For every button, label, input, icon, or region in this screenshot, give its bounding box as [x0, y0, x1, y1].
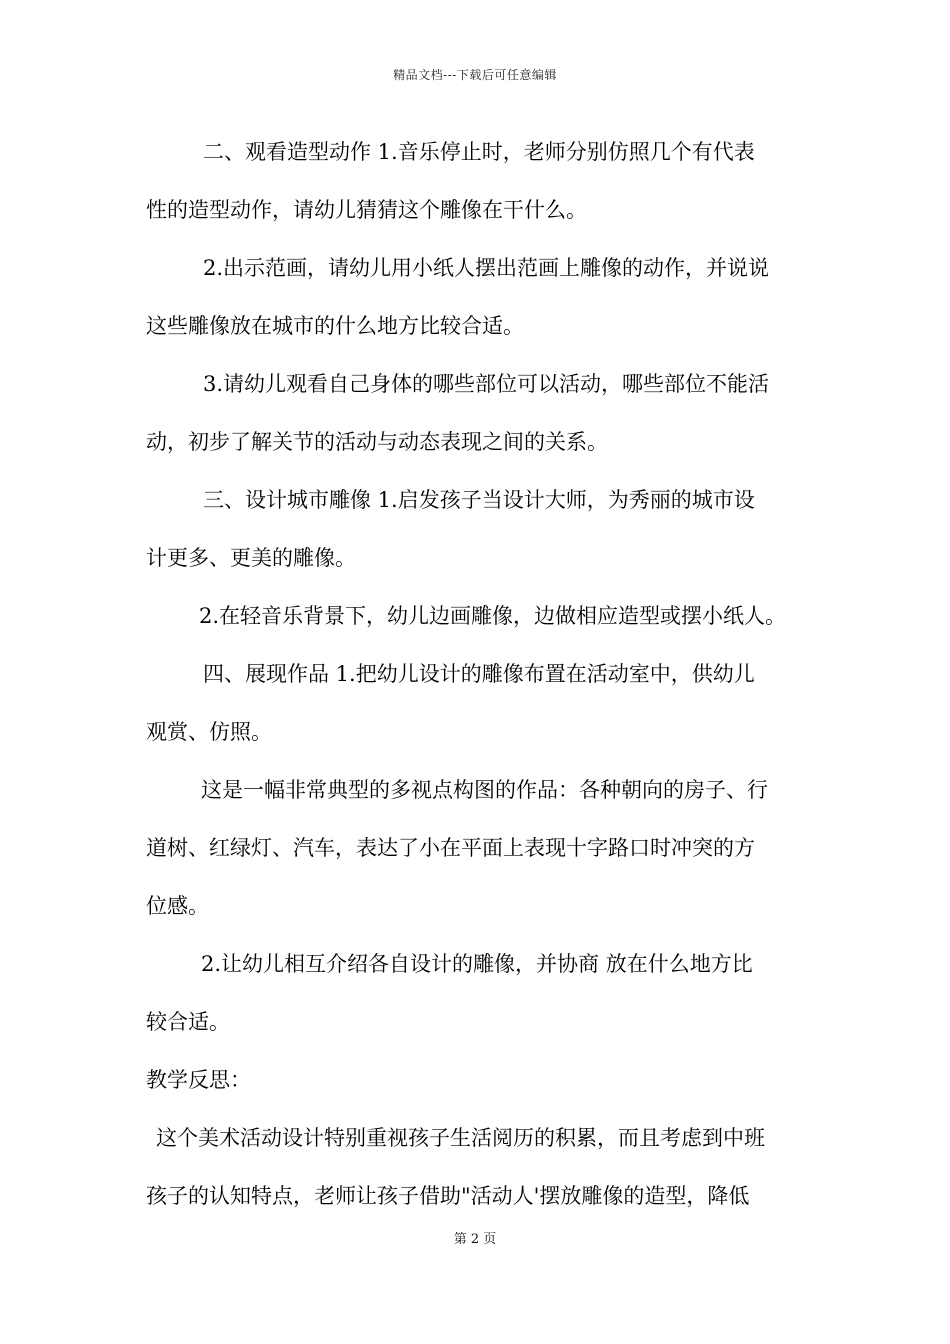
section-heading: 教学反思：	[146, 1068, 251, 1092]
text-line: 四、展现作品 1.把幼儿设计的雕像布置在活动室中，供幼儿	[203, 662, 755, 686]
text-line: 2.在轻音乐背景下，幼儿边画雕像，边做相应造型或摆小纸人。	[199, 604, 787, 628]
text-line: 这是一幅非常典型的多视点构图的作品：各种朝向的房子、行	[201, 778, 768, 802]
text-line: 计更多、更美的雕像。	[146, 546, 356, 570]
text-line: 二、观看造型动作 1.音乐停止时，老师分别仿照几个有代表	[203, 140, 755, 164]
text-line: 3.请幼儿观看自己身体的哪些部位可以活动，哪些部位不能活	[203, 372, 770, 396]
text-line: 孩子的认知特点，老师让孩子借助"活动人'摆放雕像的造型，降低	[146, 1184, 750, 1208]
text-line: 位感。	[146, 894, 209, 918]
text-line: 动，初步了解关节的活动与动态表现之间的关系。	[146, 430, 608, 454]
text-line: 性的造型动作，请幼儿猜猜这个雕像在干什么。	[146, 198, 587, 222]
text-line: 2.让幼儿相互介绍各自设计的雕像，并协商 放在什么地方比	[201, 952, 753, 976]
page-number: 第 2 页	[453, 1232, 497, 1247]
text-line: 观赏、仿照。	[146, 720, 272, 744]
text-line: 较合适。	[146, 1010, 230, 1034]
page-header: 精品文档---下载后可任意编辑	[393, 68, 557, 82]
text-line: 三、设计城市雕像 1.启发孩子当设计大师，为秀丽的城市设	[203, 488, 755, 512]
text-line: 2.出示范画，请幼儿用小纸人摆出范画上雕像的动作，并说说	[203, 256, 770, 280]
text-line: 这些雕像放在城市的什么地方比较合适。	[146, 314, 524, 338]
text-line: 这个美术活动设计特别重视孩子生活阅历的积累，而且考虑到中班	[156, 1126, 765, 1150]
text-line: 道树、红绿灯、汽车，表达了小在平面上表现十字路口时冲突的方	[146, 836, 755, 860]
